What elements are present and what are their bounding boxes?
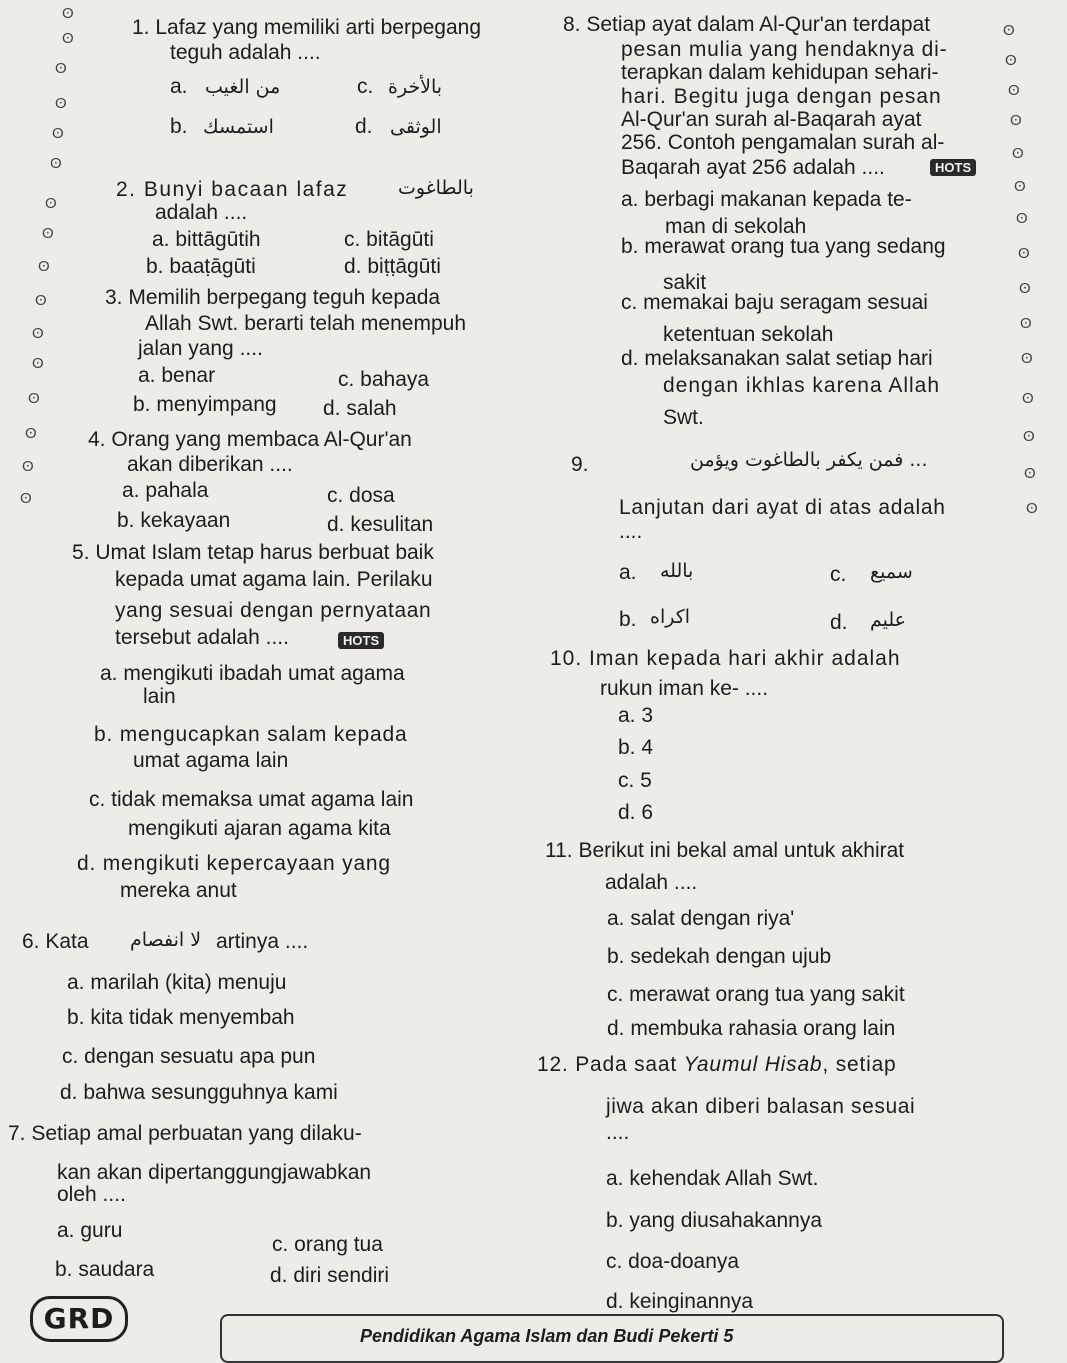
- hots-badge: HOTS: [338, 632, 384, 649]
- q1-option-c-label[interactable]: c.: [357, 75, 374, 98]
- q4-option-a[interactable]: a. pahala: [122, 479, 209, 502]
- q12-stem-pre: 12. Pada saat: [537, 1053, 684, 1076]
- q4-stem-line2: akan diberikan ....: [127, 453, 293, 476]
- q4-option-d[interactable]: d. kesulitan: [327, 513, 434, 536]
- q6-stem-pre: 6. Kata: [22, 930, 89, 953]
- q9-option-b-arabic: اكراه: [650, 606, 691, 628]
- q3-stem-line2: Allah Swt. berarti telah menempuh: [145, 312, 466, 335]
- q2-option-b-text: b. baaṭāgūti: [146, 255, 256, 278]
- q8-stem-line1: 8. Setiap ayat dalam Al-Qur'an terdapat: [563, 13, 931, 36]
- q9-option-c-label[interactable]: c.: [830, 563, 847, 586]
- q9-option-c-arabic: سميع: [870, 561, 913, 583]
- q2-stem-arabic: بالطاغوت: [398, 177, 474, 199]
- q10-option-d[interactable]: d. 6: [618, 801, 654, 824]
- q11-option-b[interactable]: b. sedekah dengan ujub: [607, 945, 832, 968]
- q4-stem-line1: 4. Orang yang membaca Al-Qur'an: [88, 428, 412, 451]
- textbook-page: ʘ ʘ ʘ ʘ ʘ ʘ ʘ ʘ ʘ ʘ ʘ ʘ ʘ ʘ ʘ ʘ ʘ ʘ ʘ ʘ ʘ ʘ ʘ ʘ ʘ ʘ ʘ ʘ ʘ ʘ ʘ 1. Lafaz yang memiliki arti berpegang teguh adalah .... a. من الغيب c. بالأخرة b. استمسك d. الوثقى 2. Bunyi bacaan lafaz بالطاغوت adalah .... a. bittāgūtih c. bitāgūti b. baaṭāgūti d. biṭṭāgūti 3. Memilih berpegang teguh kepada Allah Swt. berarti telah menempuh jalan yang .... a. benar c. bahaya b. menyimpang d. salah 4. Orang yang membaca Al-Qur'an akan diberikan .... a. pahala c. dosa b. kekayaan d. kesulitan 5. Umat Islam tetap harus berbuat baik kepada umat agama lain. Perilaku yang sesuai dengan pernyataan tersebut adalah .... HOTS a. mengikuti ibadah umat agama lain b. mengucapkan salam kepada umat agama lain c. tidak memaksa umat agama lain mengikuti ajaran agama kita d. mengikuti kepercayaan yang mereka anut 6. Kata لا انفصام artinya .... a. marilah (kita) menuju b. kita tidak menyembah c. dengan sesuatu apa pun d. bahwa sesungguhnya kami 7. Setiap amal perbuatan yang dilaku- kan akan dipertanggungjawabkan oleh .... a. guru c. orang tua b. saudara d. diri sendiri 8. Setiap ayat dalam Al-Qur'an terdapat pesan mulia yang hendaknya di- terapkan dalam kehidupan sehari- hari. Begitu juga dengan pesan Al-Qur'an surah al-Baqarah ayat 256. Contoh pengamalan surah al- Baqarah ayat 256 adalah .... HOTS a. berbagi makanan kepada te- man di sekolah b. merawat orang tua yang sedang sakit c. memakai baju seragam sesuai ketentuan sekolah d. melaksanakan salat setiap hari dengan ikhlas karena Allah Swt. 9. ... فمن يكفر بالطاغوت ويؤمن Lanjutan dari ayat di atas adalah .... a. بالله c. سميع b. اكراه d. عليم 10. Iman kepada hari akhir adalah rukun iman ke- .... a. 3 b. 4 c. 5 d. 6 11. Berikut ini bekal amal untuk akhirat adalah .... a. salat dengan riya' b. sedekah dengan ujub c. merawat orang tua yang sakit d. membuka rahasia orang lain 12. Pada saat Yaumul Hisab, setiap jiwa akan diberi balasan sesuai .... a. kehendak Allah Swt. b. yang diusahakannya c. doa-doanya d. keinginannya GRD Pendidikan Agama Islam dan Budi Pekerti 5: [0, 0, 1067, 1357]
- q6-option-c[interactable]: c. dengan sesuatu apa pun: [62, 1045, 316, 1068]
- q1-option-c-arabic: بالأخرة: [388, 76, 443, 98]
- q1-option-d-arabic: الوثقى: [390, 116, 442, 138]
- q8-option-b-line2: sakit: [663, 271, 707, 294]
- hots-badge: HOTS: [930, 159, 976, 176]
- q5-stem-line2: kepada umat agama lain. Perilaku: [115, 568, 433, 591]
- q2-option-a[interactable]: [152, 227, 261, 253]
- q8-option-a-line1[interactable]: a. berbagi makanan kepada te-: [621, 188, 912, 211]
- q9-arabic-verse: ... فمن يكفر بالطاغوت ويؤمن: [690, 449, 928, 471]
- q2-option-b[interactable]: [146, 254, 256, 280]
- q5-option-b-line2: umat agama lain: [133, 749, 289, 772]
- q7-option-b[interactable]: b. saudara: [55, 1258, 155, 1281]
- q9-option-d-arabic: عليم: [870, 609, 907, 631]
- q5-option-d-line2: mereka anut: [120, 879, 237, 902]
- q8-option-a-line2: man di sekolah: [665, 215, 807, 238]
- q10-option-b[interactable]: b. 4: [618, 736, 654, 759]
- q8-option-c-line2: ketentuan sekolah: [663, 323, 834, 346]
- q6-option-b[interactable]: b. kita tidak menyembah: [67, 1006, 295, 1029]
- q2-option-c-text: c. bitāgūti: [344, 228, 434, 251]
- q9-option-b-label[interactable]: b.: [619, 608, 637, 631]
- q1-option-a-arabic: من الغيب: [205, 76, 281, 98]
- q2-option-c[interactable]: [344, 227, 434, 253]
- q9-number: 9.: [571, 453, 589, 476]
- q11-stem-line1: 11. Berikut ini bekal amal untuk akhirat: [545, 839, 905, 862]
- q3-option-a[interactable]: a. benar: [138, 364, 216, 387]
- q5-stem-line4: tersebut adalah ....: [115, 626, 289, 649]
- q1-stem-line1: 1. Lafaz yang memiliki arti berpegang: [132, 16, 482, 39]
- q8-option-b-line1[interactable]: b. merawat orang tua yang sedang: [621, 235, 946, 258]
- q8-stem-line4: hari. Begitu juga dengan pesan: [621, 85, 942, 108]
- q3-stem-line3: jalan yang ....: [138, 337, 263, 360]
- q8-stem-line3: terapkan dalam kehidupan sehari-: [621, 61, 939, 84]
- q4-option-b[interactable]: b. kekayaan: [117, 509, 231, 532]
- q6-stem-post: artinya ....: [216, 930, 309, 953]
- q2-option-d-text: d. biṭṭāgūti: [344, 255, 441, 278]
- q5-option-d-line1[interactable]: d. mengikuti kepercayaan yang: [77, 852, 391, 875]
- q8-option-d-line1[interactable]: d. melaksanakan salat setiap hari: [621, 347, 933, 370]
- q2-option-a-text: a. bittāgūtih: [152, 228, 261, 251]
- q8-option-d-line2: dengan ikhlas karena Allah: [663, 374, 941, 397]
- q12-stem-line1: [537, 1052, 897, 1078]
- q2-stem-line1: 2. Bunyi bacaan lafaz: [116, 178, 349, 201]
- q11-option-d[interactable]: d. membuka rahasia orang lain: [607, 1017, 896, 1040]
- q9-option-d-label[interactable]: d.: [830, 611, 848, 634]
- q7-option-d[interactable]: d. diri sendiri: [270, 1264, 390, 1287]
- q8-stem-line7: Baqarah ayat 256 adalah ....: [621, 156, 885, 179]
- q2-option-d[interactable]: [344, 254, 441, 280]
- q1-option-d-label[interactable]: d.: [355, 115, 373, 138]
- q10-stem-line2: rukun iman ke- ....: [600, 677, 769, 700]
- q9-stem-line1: Lanjutan dari ayat di atas adalah: [619, 496, 946, 519]
- q10-option-a[interactable]: a. 3: [618, 704, 654, 727]
- q7-stem-line3: oleh ....: [57, 1183, 126, 1206]
- book-title: Pendidikan Agama Islam dan Budi Pekerti 5: [360, 1326, 734, 1346]
- q8-stem-line2: pesan mulia yang hendaknya di-: [621, 38, 948, 61]
- q1-option-b-label[interactable]: b.: [170, 115, 188, 138]
- q8-stem-line6: 256. Contoh pengamalan surah al-: [621, 131, 945, 154]
- q5-option-c-line2: mengikuti ajaran agama kita: [128, 817, 391, 840]
- q5-option-a-line2: lain: [143, 685, 176, 708]
- q2-stem-line2: adalah ....: [155, 201, 248, 224]
- q5-option-b-line1[interactable]: b. mengucapkan salam kepada: [94, 723, 408, 746]
- q3-option-c[interactable]: c. bahaya: [338, 368, 430, 391]
- q7-stem-line1: 7. Setiap amal perbuatan yang dilaku-: [8, 1122, 362, 1145]
- q1-option-a-label[interactable]: a.: [170, 75, 188, 98]
- q5-stem-line3: yang sesuai dengan pernyataan: [115, 599, 432, 622]
- q10-option-c[interactable]: c. 5: [618, 769, 652, 792]
- q11-option-c[interactable]: c. merawat orang tua yang sakit: [607, 983, 905, 1006]
- q10-stem-line1: 10. Iman kepada hari akhir adalah: [550, 647, 901, 670]
- q4-option-c[interactable]: c. dosa: [327, 484, 395, 507]
- q12-option-b[interactable]: b. yang diusahakannya: [606, 1209, 822, 1232]
- q12-option-a[interactable]: a. kehendak Allah Swt.: [606, 1167, 819, 1190]
- q1-stem-line2: teguh adalah ....: [170, 41, 321, 64]
- q12-option-c[interactable]: c. doa-doanya: [606, 1250, 740, 1273]
- q3-option-d[interactable]: d. salah: [323, 397, 397, 420]
- q6-option-a[interactable]: a. marilah (kita) menuju: [67, 971, 287, 994]
- q3-option-b[interactable]: b. menyimpang: [133, 393, 277, 416]
- q3-stem-line1: 3. Memilih berpegang teguh kepada: [105, 286, 441, 309]
- q8-option-c-line1[interactable]: c. memakai baju seragam sesuai: [621, 291, 928, 314]
- q12-stem-line3: ....: [606, 1121, 630, 1144]
- q5-stem-line1: 5. Umat Islam tetap harus berbuat baik: [72, 541, 434, 564]
- q7-option-c[interactable]: c. orang tua: [272, 1233, 383, 1256]
- q6-stem-arabic: لا انفصام: [130, 929, 202, 951]
- q11-option-a[interactable]: a. salat dengan riya': [607, 907, 795, 930]
- q5-option-c-line1[interactable]: c. tidak memaksa umat agama lain: [89, 788, 414, 811]
- q7-stem-line2: kan akan dipertanggungjawabkan: [57, 1161, 372, 1184]
- q9-option-a-arabic: بالله: [660, 560, 694, 582]
- q12-stem-line2: jiwa akan diberi balasan sesuai: [606, 1095, 916, 1118]
- q11-stem-line2: adalah ....: [605, 871, 698, 894]
- q8-option-d-line3: Swt.: [663, 406, 704, 429]
- q7-option-a[interactable]: a. guru: [57, 1219, 123, 1242]
- q12-stem-italic: Yaumul Hisab: [683, 1053, 823, 1076]
- q8-stem-line5: Al-Qur'an surah al-Baqarah ayat: [621, 108, 922, 131]
- q5-option-a-line1[interactable]: a. mengikuti ibadah umat agama: [100, 662, 405, 685]
- q12-option-d[interactable]: d. keinginannya: [606, 1290, 754, 1313]
- q12-stem-post: , setiap: [822, 1053, 897, 1076]
- q1-option-b-arabic: استمسك: [203, 116, 274, 138]
- q9-stem-line2: ....: [619, 520, 643, 543]
- q6-option-d[interactable]: d. bahwa sesungguhnya kami: [60, 1081, 338, 1104]
- publisher-logo: GRD: [30, 1296, 128, 1342]
- q9-option-a-label[interactable]: a.: [619, 561, 637, 584]
